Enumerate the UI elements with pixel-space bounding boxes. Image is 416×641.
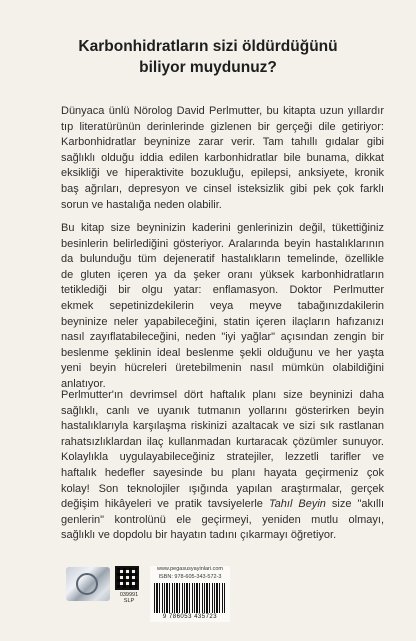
paragraph-1 [61, 104, 384, 213]
text-line: sorun ve hastalığa neden olabilir. [61, 198, 222, 211]
text-line: tetiklediği bir olgu yatar: enflamasyon. Doktor Perlmutter [61, 284, 384, 297]
text-line: sağlıklı olduğu iddia edilen karbonhidratlar bile bunama, dikkat [61, 151, 384, 164]
publisher-url: www.pegasusyayinlari.com [156, 566, 224, 572]
hologram-sticker [66, 567, 110, 601]
barcode-block [150, 566, 230, 622]
text-line: Karbonhidratlar beyninize zarar verir. Tam tahıllı gıdalar gibi [61, 136, 384, 149]
headline-line-1: Karbonhidratların sizi öldürdüğünü [78, 38, 338, 55]
sticker-code-number: 039991 [119, 592, 139, 598]
paragraph-2 [61, 221, 384, 393]
paragraph-3 [61, 388, 384, 544]
sticker-code-label: SLP [123, 598, 135, 604]
text-line: kolay! Son teknolojiler ışığında yapılan araştırmalar, gerçek [61, 482, 384, 495]
text-line: de gluten içeren ya da şeker oranı yüksek karbonhidratların [61, 268, 384, 281]
text-line: hastalıklarıyla karşılaşma riskinizi azaltacak ve sizi sık rastlanan [61, 420, 384, 433]
barcode-digits: 9 786053 435723 [162, 614, 218, 620]
text-segment: değişim hikâyeleri ve pratik tavsiyelerle [61, 498, 269, 511]
text-line: Perlmutter'ın devrimsel dört haftalık planı size beyninizi daha [61, 389, 384, 401]
text-line: Dünyaca ünlü Nörolog David Perlmutter, bu kitapta uzun yıllardır [61, 105, 384, 117]
text-line [61, 497, 384, 513]
hologram-logo-icon [76, 573, 98, 595]
text-line: haftalık hedefler sayesinde bu planı hayata geçirmeniz çok [61, 466, 384, 479]
barcode-icon [154, 583, 226, 613]
text-line: tıp literatürünün derinlerinde gizlenen bir gerçeği dile getiriyor: [61, 120, 384, 133]
text-line: eksikliği ve hiperaktivite bozukluğu, epilepsi, anksiyete, kronik [61, 167, 384, 180]
text-line: beyninize neler yapabileceğini, statin içeren ilaçların hafızanızı [61, 315, 384, 328]
sticker-code [114, 592, 144, 604]
text-line: nasıl zayıflatabileceğini, neden "iyi yağlar" açısından zengin bir [61, 331, 384, 344]
text-line: ekmek sepetinizdekilerin veya meyve tabağınızdakilerin [61, 299, 384, 312]
headline [30, 36, 386, 78]
text-line: rahatsızlıklardan ilaç kullanmadan kurtaracak çözümler sunuyor. [61, 435, 384, 448]
text-line: Bu kitap size beyninizin kaderini genlerinizin değil, tükettiğiniz [61, 222, 384, 234]
text-line: Kolaylıkla uygulayabileceğiniz stratejiler, lezzetli tarifler ve [61, 451, 384, 464]
book-title-italic: Tahıl Beyin [268, 498, 326, 511]
text-segment: size "akıllı [325, 498, 384, 511]
text-line: da bulunduğu tüm dejeneratif hastalıkların temelinde, özellikle [61, 253, 384, 266]
text-line: sağlıklı ve dopdolu bir hayatın tadını çıkarmayı öğretiyor. [61, 529, 337, 542]
qr-code-icon [115, 566, 139, 590]
text-line: besinlerin belirlediğini gösteriyor. Aralarında beyin hastalıklarının [61, 237, 384, 250]
headline-line-2: biliyor muydunuz? [139, 59, 277, 76]
isbn-text: ISBN: 978-605-343-572-3 [158, 574, 222, 580]
text-line: genlerin" kontrolünü ele geçirmeyi, yeniden mutlu olmayı, [61, 513, 384, 526]
text-line: anlatıyor. [61, 377, 106, 390]
text-line: yeni beyin hücreleri üretebilmenin nasıl mümkün olabildiğini [61, 362, 384, 375]
text-line: beslenme şeklinin ideal beslenme şekli olduğunu ve her yaşta [61, 346, 384, 359]
text-line: sağlıklı, canlı ve uyanık tutmanın yollarını gösterirken beyin [61, 404, 384, 417]
text-line: baş ağrıları, depresyon ve cinsel isteksizlik gibi pek çok farklı [61, 182, 384, 195]
